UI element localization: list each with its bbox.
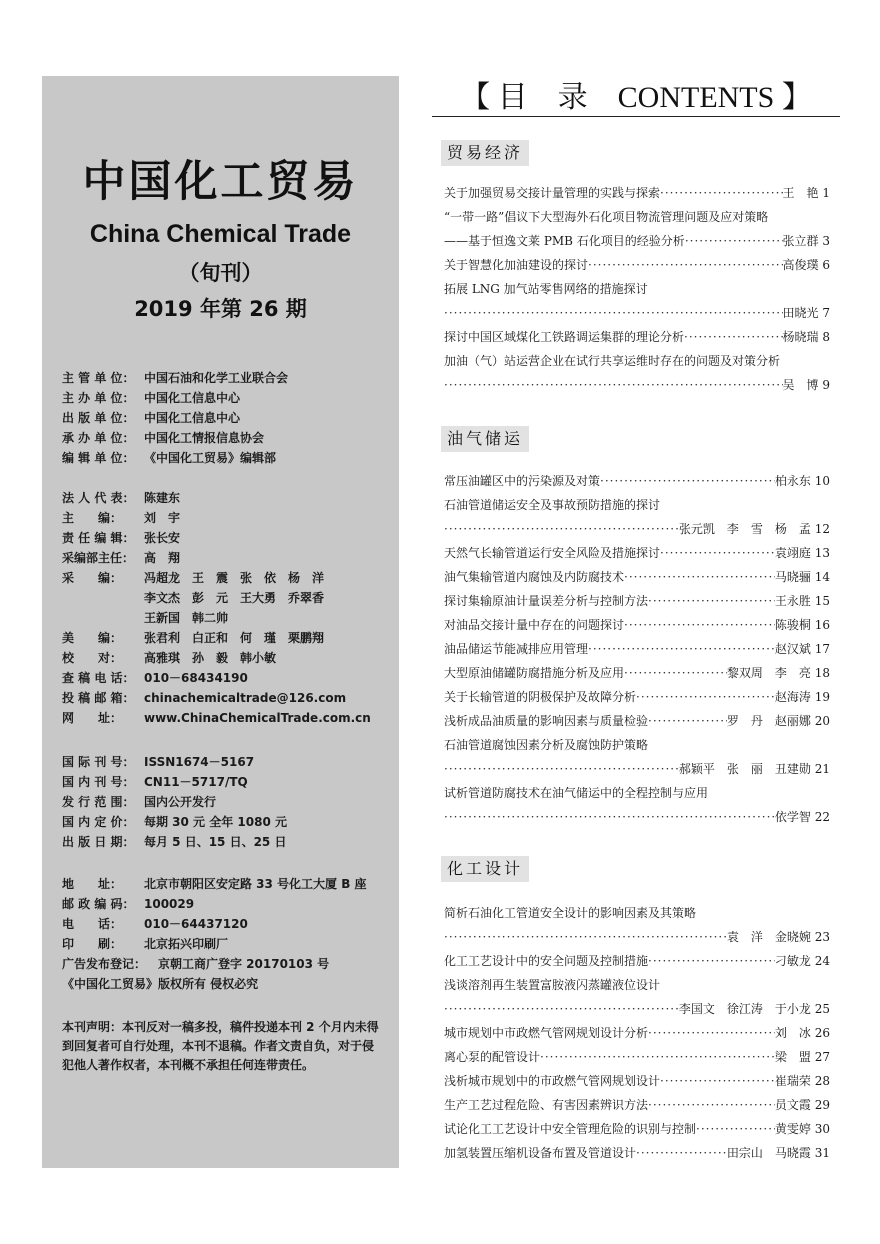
article-title: 试析管道防腐技术在油气储运中的全程控制与应用 (444, 786, 709, 800)
info-value: 每期 30 元 全年 1080 元 (144, 815, 287, 829)
toc-entry[interactable] (444, 207, 830, 227)
info-label: 主 办 单 位： (62, 391, 135, 405)
dot-leader (600, 471, 775, 491)
info-value: 010－64437120 (144, 917, 248, 931)
info-row (62, 752, 287, 772)
info-label: 网 址： (62, 711, 123, 725)
info-row (62, 368, 288, 388)
author-page: 王永胜 15 (774, 594, 830, 608)
article-title: 化工工艺设计中的安全问题及控制措施 (444, 954, 649, 968)
info-label: 地 址： (62, 877, 123, 891)
dot-leader (648, 1095, 775, 1115)
article-title: 探讨集输原油计量误差分析与控制方法 (444, 594, 649, 608)
info-label: 编 辑 单 位： (62, 451, 135, 465)
info-label: 责 任 编 辑： (62, 531, 135, 545)
dot-leader (636, 687, 775, 707)
article-title: 关于加强贸易交接计量管理的实践与探索 (444, 186, 661, 200)
author-page: 赵汉斌 17 (774, 642, 830, 656)
dot-leader (588, 255, 783, 275)
article-title: 油气集输管道内腐蚀及内防腐技术 (444, 570, 625, 584)
info-value: 李文杰 彭 元 王大勇 乔翠香 (144, 591, 325, 605)
dot-leader (624, 615, 775, 635)
info-value: 《中国化工贸易》编辑部 (144, 451, 277, 465)
article-title: 天然气长输管道运行安全风险及措施探讨 (444, 546, 661, 560)
article-title: 石油管道储运安全及事故预防措施的探讨 (444, 498, 661, 512)
journal-notice: 本刊声明：本刊反对一稿多投，稿件投递本刊 2 个月内未得到回复者可自行处理，本刊不退稿。作者文责自负，对于侵犯他人著作权者，本刊概不承担任何连带责任。 (62, 1020, 379, 1072)
issue-number: 2019 年第 26 期 (134, 297, 307, 321)
author-page: 崔瑞荣 28 (774, 1074, 830, 1088)
toc-entry[interactable] (444, 639, 830, 659)
contents-title: 【 目 录 CONTENTS 】 (460, 81, 812, 114)
publisher-info-block (62, 368, 288, 468)
toc-entry[interactable] (444, 807, 830, 827)
author-page: 高俊璞 6 (782, 258, 830, 272)
toc-entry[interactable] (444, 1047, 830, 1067)
toc-entry[interactable] (444, 1071, 830, 1091)
info-value: 每月 5 日、15 日、25 日 (144, 835, 287, 849)
copyright-note: 《中国化工贸易》版权所有 侵权必究 (62, 977, 259, 991)
info-label: 主 编： (62, 511, 123, 525)
info-value: 王新国 韩二帅 (144, 611, 229, 625)
dot-leader (648, 711, 727, 731)
dot-leader (588, 639, 775, 659)
dot-leader (540, 1047, 775, 1067)
article-title: 加氢装置压缩机设备布置及管道设计 (444, 1146, 637, 1160)
info-label: 美 编： (62, 631, 123, 645)
dot-leader (444, 999, 679, 1019)
info-row (62, 528, 371, 548)
article-title: ——基于恒逸文莱 PMB 石化项目的经验分析 (444, 234, 685, 248)
article-title: 对油品交接计量中存在的问题探讨 (444, 618, 625, 632)
dot-leader (685, 231, 783, 251)
section-heading: 化工设计 (441, 856, 529, 882)
info-row (62, 448, 288, 468)
author-page: 柏永东 10 (774, 474, 830, 488)
dot-leader (648, 951, 775, 971)
info-row (62, 772, 287, 792)
info-row (62, 792, 287, 812)
dot-leader (444, 807, 775, 827)
toc-entry[interactable] (444, 591, 830, 611)
article-title: 常压油罐区中的污染源及对策 (444, 474, 601, 488)
info-label: 国 内 刊 号： (62, 775, 135, 789)
toc-entry[interactable] (444, 927, 830, 947)
toc-entry[interactable] (444, 663, 830, 683)
article-title: 石油管道腐蚀因素分析及腐蚀防护策略 (444, 738, 649, 752)
info-label: 发 行 范 围： (62, 795, 135, 809)
info-value: 010－68434190 (144, 671, 248, 685)
info-row (62, 648, 371, 668)
info-row (62, 894, 367, 914)
dot-leader (444, 375, 783, 395)
toc-entry[interactable] (444, 759, 830, 779)
toc-entry[interactable] (444, 1119, 830, 1139)
article-title: 探讨中国区域煤化工铁路调运集群的理论分析 (444, 330, 685, 344)
author-page: 田晓光 7 (782, 306, 830, 320)
author-page: 依学智 22 (774, 810, 830, 824)
info-label: 采 编： (62, 571, 123, 585)
author-page: 袁翊庭 13 (774, 546, 830, 560)
toc-entry[interactable] (444, 279, 830, 299)
toc-entry[interactable] (444, 303, 830, 323)
section-heading: 贸易经济 (441, 140, 529, 166)
author-page: 黎双周 李 亮 18 (726, 666, 830, 680)
toc-entry[interactable] (444, 567, 830, 587)
dot-leader (684, 327, 783, 347)
toc-entry[interactable] (444, 687, 830, 707)
info-value: 国内公开发行 (144, 795, 217, 809)
toc-entry[interactable] (444, 1023, 830, 1043)
info-label: 邮 政 编 码： (62, 897, 135, 911)
dot-leader (444, 759, 679, 779)
info-label: 采编部主任： (62, 551, 135, 565)
article-title: 城市规划中市政燃气管网规划设计分析 (444, 1026, 649, 1040)
info-value: 张长安 (144, 531, 181, 545)
info-row (62, 954, 367, 974)
toc-entry[interactable] (444, 951, 830, 971)
article-title: 浅析城市规划中的市政燃气管网规划设计 (444, 1074, 661, 1088)
info-label: 电 话： (62, 917, 123, 931)
info-value: 中国化工信息中心 (144, 391, 241, 405)
dot-leader (696, 1119, 775, 1139)
info-row (62, 408, 288, 428)
info-value: 刘 宇 (144, 511, 181, 525)
info-value: 中国石油和化学工业联合会 (144, 371, 289, 385)
info-value: 陈建东 (144, 491, 181, 505)
info-label: 承 办 单 位： (62, 431, 135, 445)
article-title: 离心泵的配管设计 (444, 1050, 541, 1064)
info-row (62, 688, 371, 708)
author-page: 马晓骊 14 (774, 570, 830, 584)
info-value: 京朝工商广登字 20170103 号 (158, 957, 330, 971)
info-row (62, 914, 367, 934)
article-title: 大型原油储罐防腐措施分析及应用 (444, 666, 625, 680)
info-label: 广告发布登记： (62, 957, 147, 971)
info-row (62, 974, 367, 994)
author-page: 袁 洋 金晓婉 23 (726, 930, 830, 944)
toc-entry[interactable] (444, 1143, 830, 1163)
toc-entry[interactable] (444, 711, 830, 731)
info-row (62, 668, 371, 688)
info-value: 中国化工情报信息协会 (144, 431, 265, 445)
toc-entry[interactable] (444, 375, 830, 395)
toc-entry[interactable] (444, 1095, 830, 1115)
author-page: 王 艳 1 (782, 186, 830, 200)
author-page: 刘 冰 26 (774, 1026, 830, 1040)
website-url: www.ChinaChemicalTrade.com.cn (144, 711, 371, 725)
toc-entry[interactable] (444, 903, 830, 923)
toc-entry[interactable] (444, 783, 830, 803)
info-value: ISSN1674－5167 (144, 755, 255, 769)
info-row (62, 568, 371, 588)
dot-leader (648, 1023, 775, 1043)
toc-entry[interactable] (444, 615, 830, 635)
toc-entry[interactable] (444, 183, 830, 203)
info-value: 高 翔 (144, 551, 181, 565)
toc-entry[interactable] (444, 327, 830, 347)
info-row (62, 812, 287, 832)
author-page: 张元凯 李 雪 杨 孟 12 (678, 522, 830, 536)
info-label: 出 版 单 位： (62, 411, 135, 425)
dot-leader (648, 591, 775, 611)
article-title: 拓展 LNG 加气站零售网络的措施探讨 (444, 282, 648, 296)
info-row (62, 488, 371, 508)
dot-leader (660, 1071, 775, 1091)
toc-entry[interactable] (444, 735, 830, 755)
info-row (62, 874, 367, 894)
info-label: 出 版 日 期： (62, 835, 135, 849)
contact-info-block (62, 874, 367, 994)
info-label: 投 稿 邮 箱： (62, 691, 135, 705)
article-title: 浅谈溶剂再生装置富胺液闪蒸罐液位设计 (444, 978, 661, 992)
author-page: 郝颖平 张 丽 丑建勋 21 (678, 762, 830, 776)
toc-entry[interactable] (444, 519, 830, 539)
info-row (62, 508, 371, 528)
author-page: 陈骏桐 16 (774, 618, 830, 632)
journal-title-cn: 中国化工贸易 (82, 157, 359, 207)
info-row (62, 608, 371, 628)
info-value: 北京市朝阳区安定路 33 号化工大厦 B 座 (144, 877, 367, 891)
toc-entry[interactable] (444, 495, 830, 515)
author-page: 李国文 徐江涛 于小龙 25 (678, 1002, 830, 1016)
toc-entry[interactable] (444, 255, 830, 275)
info-value: 中国化工信息中心 (144, 411, 241, 425)
info-label: 查 稿 电 话： (62, 671, 135, 685)
author-page: 赵海涛 19 (774, 690, 830, 704)
info-label: 印 刷： (62, 937, 123, 951)
dot-leader (636, 1143, 727, 1163)
dot-leader (444, 303, 783, 323)
article-title: “一带一路”倡议下大型海外石化项目物流管理问题及应对策略 (444, 210, 769, 224)
masthead-panel (42, 76, 399, 1168)
info-row (62, 388, 288, 408)
info-row (62, 832, 287, 852)
info-value: 高雅琪 孙 毅 韩小敏 (144, 651, 277, 665)
article-title: 关于智慧化加油建设的探讨 (444, 258, 589, 272)
info-row (62, 628, 371, 648)
author-page: 员文霞 29 (774, 1098, 830, 1112)
author-page: 杨晓瑞 8 (782, 330, 830, 344)
toc-entry[interactable] (444, 231, 830, 251)
dot-leader (660, 543, 775, 563)
dot-leader (660, 183, 783, 203)
dot-leader (624, 663, 727, 683)
info-value: 北京拓兴印刷厂 (144, 937, 229, 951)
article-title: 生产工艺过程危险、有害因素辨识方法 (444, 1098, 649, 1112)
divider (432, 116, 840, 117)
info-value: 冯超龙 王 震 张 依 杨 洋 (144, 571, 325, 585)
info-label: 国 内 定 价： (62, 815, 135, 829)
toc-entry[interactable] (444, 543, 830, 563)
info-label: 国 际 刊 号： (62, 755, 135, 769)
info-row (62, 588, 371, 608)
article-title: 油品储运节能减排应用管理 (444, 642, 589, 656)
info-value: CN11－5717/TQ (144, 775, 248, 789)
author-page: 田宗山 马晓霞 31 (726, 1146, 830, 1160)
author-page: 梁 盟 27 (774, 1050, 830, 1064)
info-label: 法 人 代 表： (62, 491, 135, 505)
journal-frequency: （旬刊） (178, 261, 263, 285)
author-page: 刁敏龙 24 (774, 954, 830, 968)
info-row (62, 428, 288, 448)
author-page: 吴 博 9 (782, 378, 830, 392)
journal-title-en: China Chemical Trade (89, 220, 352, 248)
dot-leader (444, 519, 679, 539)
contribution-email: chinachemicaltrade@126.com (144, 691, 347, 705)
article-title: 浅析成品油质量的影响因素与质量检验 (444, 714, 649, 728)
article-title: 简析石油化工管道安全设计的影响因素及其策略 (444, 906, 697, 920)
article-title: 试论化工工艺设计中安全管理危险的识别与控制 (444, 1122, 697, 1136)
author-page: 黄雯婷 30 (774, 1122, 830, 1136)
publication-info-block (62, 752, 287, 852)
article-title: 加油（气）站运营企业在试行共享运维时存在的问题及对策分析 (444, 354, 781, 368)
article-title: 关于长输管道的阴极保护及故障分析 (444, 690, 637, 704)
info-row (62, 548, 371, 568)
info-value: 100029 (144, 897, 195, 911)
editorial-info-block (62, 488, 371, 728)
info-row (62, 934, 367, 954)
author-page: 张立群 3 (782, 234, 830, 248)
toc-entry[interactable] (444, 351, 830, 371)
section-heading: 油气储运 (441, 426, 529, 452)
toc-entry[interactable] (444, 471, 830, 491)
toc-entry[interactable] (444, 975, 830, 995)
info-row (62, 708, 371, 728)
dot-leader (624, 567, 775, 587)
toc-entry[interactable] (444, 999, 830, 1019)
author-page: 罗 丹 赵丽娜 20 (726, 714, 830, 728)
info-label: 主 管 单 位： (62, 371, 135, 385)
dot-leader (444, 927, 727, 947)
info-label: 校 对： (62, 651, 123, 665)
info-value: 张君利 白正和 何 瑾 栗鹏翔 (144, 631, 325, 645)
